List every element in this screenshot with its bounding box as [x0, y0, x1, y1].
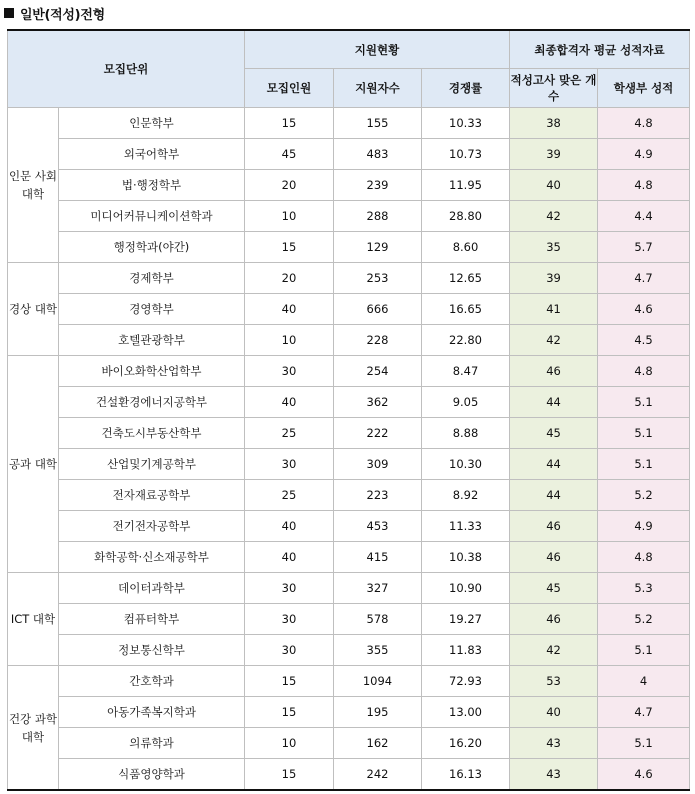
quota-cell: 30 [245, 573, 334, 604]
dept-cell: 데이터과학부 [59, 573, 245, 604]
ratio-cell: 11.33 [422, 511, 510, 542]
dept-cell: 경영학부 [59, 294, 245, 325]
admission-results-table [7, 29, 690, 791]
page-title-text: 일반(적성)전형 [20, 7, 105, 23]
quota-cell: 10 [245, 325, 334, 356]
quota-cell: 40 [245, 511, 334, 542]
grade-cell: 4.9 [598, 139, 690, 170]
table-row [8, 542, 690, 573]
aptitude-cell: 42 [510, 201, 598, 232]
applicants-cell: 288 [334, 201, 422, 232]
dept-cell: 화학공학·신소재공학부 [59, 542, 245, 573]
grade-cell: 5.3 [598, 573, 690, 604]
aptitude-cell: 46 [510, 542, 598, 573]
header-results-group: 최종합격자 평균 성적자료 [510, 30, 690, 69]
applicants-cell: 242 [334, 759, 422, 791]
applicants-cell: 355 [334, 635, 422, 666]
quota-cell: 25 [245, 480, 334, 511]
quota-cell: 40 [245, 542, 334, 573]
grade-cell: 4.8 [598, 356, 690, 387]
aptitude-cell: 43 [510, 728, 598, 759]
college-name: 공과 대학 [8, 457, 58, 471]
dept-cell: 외국어학부 [59, 139, 245, 170]
college-name: 건강 과학 대학 [8, 711, 58, 744]
grade-cell: 4.6 [598, 294, 690, 325]
applicants-cell: 453 [334, 511, 422, 542]
grade-cell: 5.1 [598, 635, 690, 666]
ratio-cell: 72.93 [422, 666, 510, 697]
header-aptitude [510, 69, 598, 108]
header-ratio: 경쟁률 [422, 69, 510, 108]
ratio-cell: 9.05 [422, 387, 510, 418]
grade-cell: 4 [598, 666, 690, 697]
table-row [8, 356, 690, 387]
ratio-cell: 8.60 [422, 232, 510, 263]
applicants-cell: 239 [334, 170, 422, 201]
grade-cell: 4.8 [598, 542, 690, 573]
table-row [8, 449, 690, 480]
aptitude-cell: 42 [510, 325, 598, 356]
quota-cell: 15 [245, 759, 334, 791]
aptitude-cell: 43 [510, 759, 598, 791]
dept-cell: 아동가족복지학과 [59, 697, 245, 728]
college-name-cell [8, 666, 59, 791]
table-row [8, 697, 690, 728]
quota-cell: 15 [245, 697, 334, 728]
quota-cell: 30 [245, 604, 334, 635]
dept-cell: 호텔관광학부 [59, 325, 245, 356]
quota-cell: 40 [245, 294, 334, 325]
applicants-cell: 666 [334, 294, 422, 325]
aptitude-cell: 45 [510, 418, 598, 449]
table-row [8, 263, 690, 294]
ratio-cell: 8.47 [422, 356, 510, 387]
dept-cell: 건설환경에너지공학부 [59, 387, 245, 418]
grade-cell: 4.4 [598, 201, 690, 232]
table-row [8, 635, 690, 666]
ratio-cell: 12.65 [422, 263, 510, 294]
grade-cell: 4.5 [598, 325, 690, 356]
dept-cell: 의류학과 [59, 728, 245, 759]
quota-cell: 20 [245, 170, 334, 201]
table-row [8, 201, 690, 232]
header-applicants: 지원자수 [334, 69, 422, 108]
grade-cell: 5.7 [598, 232, 690, 263]
grade-cell: 4.9 [598, 511, 690, 542]
aptitude-cell: 40 [510, 170, 598, 201]
header-applicants-group: 지원현황 [245, 30, 510, 69]
college-name-cell [8, 263, 59, 356]
college-name-cell [8, 573, 59, 666]
table-body [8, 108, 690, 791]
page-title [4, 3, 105, 23]
dept-cell: 인문학부 [59, 108, 245, 139]
header-unit: 모집단위 [8, 30, 245, 108]
applicants-cell: 155 [334, 108, 422, 139]
ratio-cell: 22.80 [422, 325, 510, 356]
quota-cell: 20 [245, 263, 334, 294]
table-row [8, 108, 690, 139]
header-aptitude-text: 적성고사 맞은 개수 [510, 73, 597, 103]
aptitude-cell: 46 [510, 511, 598, 542]
quota-cell: 40 [245, 387, 334, 418]
grade-cell: 5.2 [598, 604, 690, 635]
quota-cell: 30 [245, 356, 334, 387]
ratio-cell: 8.92 [422, 480, 510, 511]
ratio-cell: 8.88 [422, 418, 510, 449]
aptitude-cell: 44 [510, 387, 598, 418]
aptitude-cell: 40 [510, 697, 598, 728]
dept-cell: 전기전자공학부 [59, 511, 245, 542]
quota-cell: 10 [245, 728, 334, 759]
table-row [8, 387, 690, 418]
ratio-cell: 16.13 [422, 759, 510, 791]
aptitude-cell: 46 [510, 604, 598, 635]
aptitude-cell: 35 [510, 232, 598, 263]
grade-cell: 4.7 [598, 697, 690, 728]
grade-cell: 5.1 [598, 449, 690, 480]
table-row [8, 573, 690, 604]
quota-cell: 30 [245, 449, 334, 480]
dept-cell: 전자재료공학부 [59, 480, 245, 511]
quota-cell: 30 [245, 635, 334, 666]
applicants-cell: 228 [334, 325, 422, 356]
applicants-cell: 162 [334, 728, 422, 759]
table-row [8, 480, 690, 511]
quota-cell: 15 [245, 666, 334, 697]
applicants-cell: 415 [334, 542, 422, 573]
aptitude-cell: 42 [510, 635, 598, 666]
ratio-cell: 13.00 [422, 697, 510, 728]
quota-cell: 15 [245, 108, 334, 139]
ratio-cell: 28.80 [422, 201, 510, 232]
grade-cell: 4.8 [598, 108, 690, 139]
dept-cell: 바이오화학산업학부 [59, 356, 245, 387]
ratio-cell: 11.83 [422, 635, 510, 666]
college-name: ICT 대학 [10, 612, 56, 626]
ratio-cell: 10.73 [422, 139, 510, 170]
college-name-cell [8, 108, 59, 263]
grade-cell: 4.6 [598, 759, 690, 791]
college-name: 인문 사회 대학 [8, 169, 58, 201]
applicants-cell: 195 [334, 697, 422, 728]
grade-cell: 5.2 [598, 480, 690, 511]
table-row [8, 139, 690, 170]
applicants-cell: 362 [334, 387, 422, 418]
applicants-cell: 129 [334, 232, 422, 263]
table-row [8, 604, 690, 635]
table-row [8, 666, 690, 697]
table-row [8, 511, 690, 542]
ratio-cell: 16.65 [422, 294, 510, 325]
grade-cell: 4.8 [598, 170, 690, 201]
quota-cell: 45 [245, 139, 334, 170]
dept-cell: 법·행정학부 [59, 170, 245, 201]
aptitude-cell: 45 [510, 573, 598, 604]
aptitude-cell: 39 [510, 139, 598, 170]
dept-cell: 식품영양학과 [59, 759, 245, 791]
table-row [8, 325, 690, 356]
square-bullet-icon [4, 8, 14, 18]
grade-cell: 4.7 [598, 263, 690, 294]
aptitude-cell: 53 [510, 666, 598, 697]
applicants-cell: 327 [334, 573, 422, 604]
quota-cell: 10 [245, 201, 334, 232]
ratio-cell: 10.33 [422, 108, 510, 139]
dept-cell: 건축도시부동산학부 [59, 418, 245, 449]
grade-cell: 5.1 [598, 728, 690, 759]
aptitude-cell: 44 [510, 449, 598, 480]
table-header [8, 30, 690, 108]
table-row [8, 232, 690, 263]
quota-cell: 25 [245, 418, 334, 449]
table-row [8, 759, 690, 791]
applicants-cell: 222 [334, 418, 422, 449]
header-school-grade-text: 학생부 성적 [613, 81, 674, 95]
quota-cell: 15 [245, 232, 334, 263]
grade-cell: 5.1 [598, 418, 690, 449]
aptitude-cell: 46 [510, 356, 598, 387]
dept-cell: 정보통신학부 [59, 635, 245, 666]
aptitude-cell: 39 [510, 263, 598, 294]
dept-cell: 산업및기계공학부 [59, 449, 245, 480]
table-row [8, 418, 690, 449]
ratio-cell: 19.27 [422, 604, 510, 635]
grade-cell: 5.1 [598, 387, 690, 418]
ratio-cell: 10.30 [422, 449, 510, 480]
dept-cell: 미디어커뮤니케이션학과 [59, 201, 245, 232]
aptitude-cell: 41 [510, 294, 598, 325]
college-name-cell [8, 356, 59, 573]
applicants-cell: 309 [334, 449, 422, 480]
header-quota: 모집인원 [245, 69, 334, 108]
ratio-cell: 16.20 [422, 728, 510, 759]
ratio-cell: 10.38 [422, 542, 510, 573]
applicants-cell: 254 [334, 356, 422, 387]
dept-cell: 컴퓨터학부 [59, 604, 245, 635]
table-row [8, 728, 690, 759]
header-school-grade [598, 69, 690, 108]
dept-cell: 행정학과(야간) [59, 232, 245, 263]
applicants-cell: 483 [334, 139, 422, 170]
ratio-cell: 10.90 [422, 573, 510, 604]
aptitude-cell: 38 [510, 108, 598, 139]
dept-cell: 간호학과 [59, 666, 245, 697]
applicants-cell: 1094 [334, 666, 422, 697]
table-row [8, 294, 690, 325]
dept-cell: 경제학부 [59, 263, 245, 294]
applicants-cell: 223 [334, 480, 422, 511]
table-row [8, 170, 690, 201]
applicants-cell: 253 [334, 263, 422, 294]
ratio-cell: 11.95 [422, 170, 510, 201]
aptitude-cell: 44 [510, 480, 598, 511]
applicants-cell: 578 [334, 604, 422, 635]
college-name: 경상 대학 [8, 302, 58, 316]
